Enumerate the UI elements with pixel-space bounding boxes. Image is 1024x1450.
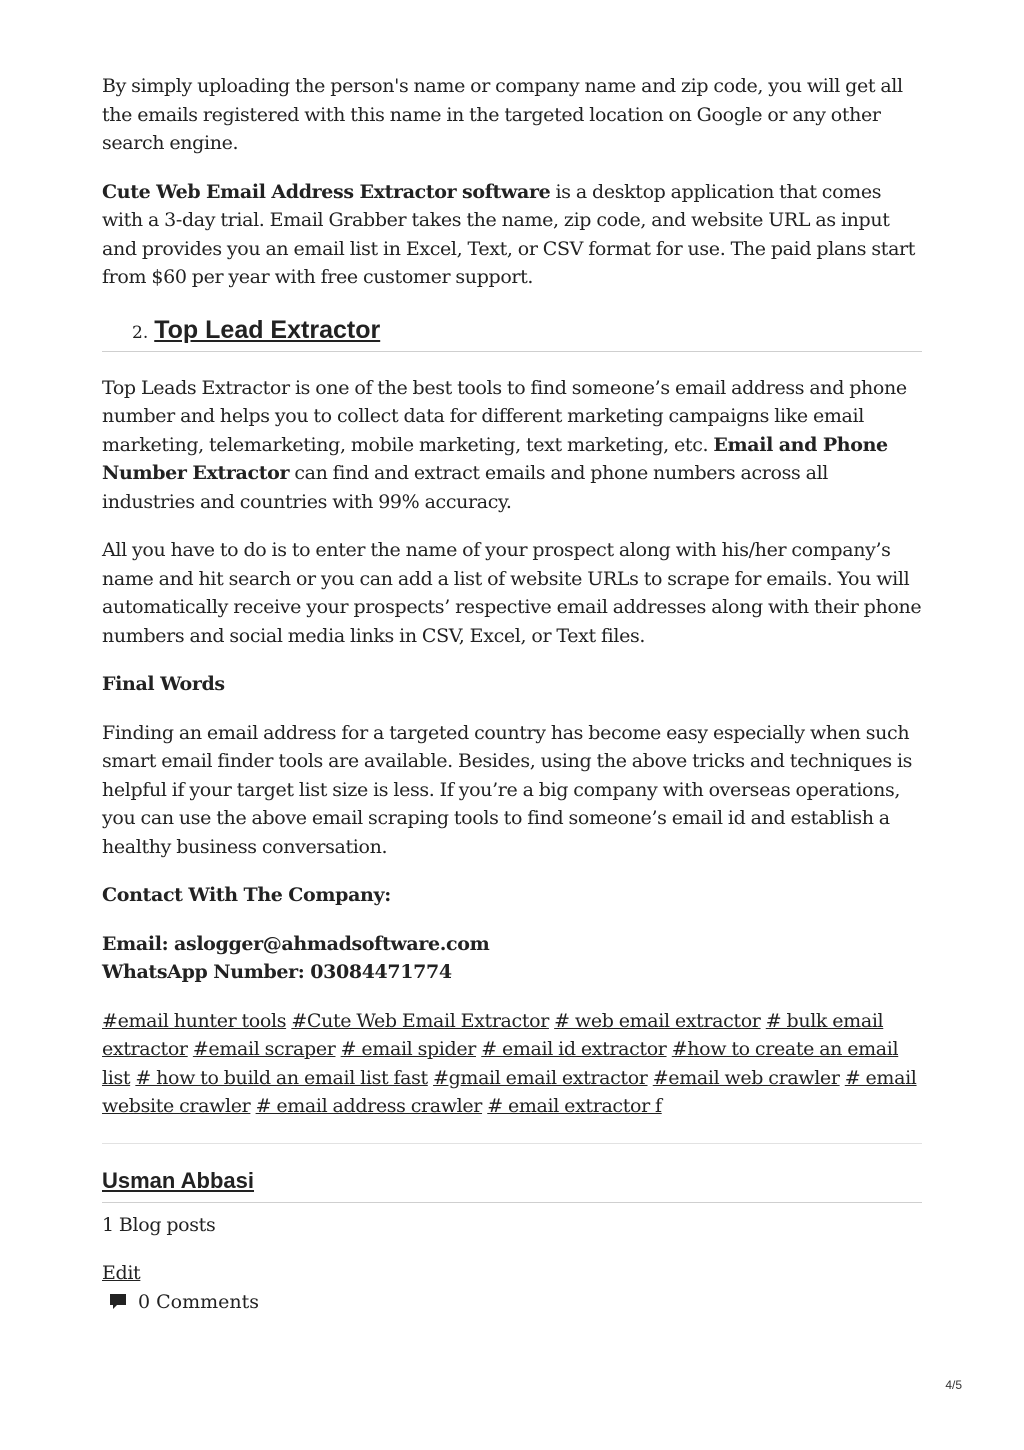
- tag-link[interactable]: # email id extractor: [481, 1038, 667, 1060]
- section-heading-row: [102, 316, 922, 352]
- comments-link[interactable]: [108, 1288, 922, 1316]
- speech-bubble-icon: [108, 1292, 128, 1312]
- article-page: [102, 72, 922, 1316]
- section-paragraph-1-text-b: can find and extract emails and phone numbers across all industries and countries with 99% accuracy.: [102, 462, 829, 513]
- tag-link[interactable]: # bulk email extractor: [102, 1009, 884, 1060]
- section-paragraph-2: All you have to do is to enter the name of your prospect along with his/her company’s name and hit search or you can add a list of website URLs to scrape for emails. You will automatically receive your prospects’ respective email addresses along with their phone numbers and social media links in CSV, Excel, or Text files.: [102, 539, 922, 647]
- section-bold-phrase: Email and Phone Number Extractor: [102, 433, 888, 484]
- comments-count: 0 Comments: [138, 1290, 260, 1313]
- section-number: 2.: [132, 322, 149, 343]
- tag-link[interactable]: # email extractor f: [487, 1095, 662, 1117]
- tag-link[interactable]: #Cute Web Email Extractor: [291, 1009, 549, 1032]
- author-post-count: 1 Blog posts: [102, 1213, 216, 1236]
- product-name-bold: Cute Web Email Address Extractor software: [102, 180, 551, 203]
- intro-paragraph-2: [102, 178, 922, 292]
- edit-link[interactable]: Edit: [102, 1262, 141, 1284]
- tag-link[interactable]: #email scraper: [192, 1038, 336, 1060]
- tag-link[interactable]: # email spider: [340, 1038, 476, 1060]
- section-title-link[interactable]: Top Lead Extractor: [154, 315, 381, 344]
- contact-whatsapp: WhatsApp Number: 03084471774: [102, 961, 452, 983]
- final-words-paragraph: Finding an email address for a targeted country has become easy especially when such smart email finder tools are available. Besides, using the above tricks and techniques is helpful if your target list size is less. If you’re a big company with overseas operations, you can use the above email scraping tools to find someone’s email id and establish a healthy business conversation.: [102, 721, 913, 858]
- contact-heading-text: Contact With The Company:: [102, 884, 391, 906]
- final-words-heading-text: Final Words: [102, 673, 225, 695]
- tag-link[interactable]: # web email extractor: [554, 1009, 761, 1032]
- tag-link[interactable]: #email web crawler: [652, 1066, 840, 1089]
- edit-row: [102, 1259, 922, 1288]
- contact-details: [102, 930, 922, 987]
- section-paragraph-1: [102, 374, 922, 517]
- tag-link[interactable]: # email website crawler: [102, 1066, 917, 1117]
- section-paragraph-1-text-a: Top Leads Extractor is one of the best tools to find someone’s email address and phone number and helps you to collect data for different marketing campaigns like email marketing, telemarketing, mobile marketing, text marketing, etc.: [102, 376, 907, 456]
- tag-link[interactable]: #how to create an email list: [102, 1038, 899, 1089]
- tag-list: [102, 1007, 922, 1121]
- intro-paragraph-2-text: is a desktop application that comes with a 3-day trial. Email Grabber takes the name, zip code, and website URL as input and provides you an email list in Excel, Text, or CSV format for use. The paid plans start from $60 per year with free customer support.: [102, 180, 916, 288]
- tag-link[interactable]: # how to build an email list fast: [135, 1066, 428, 1089]
- page-number: 4/5: [945, 1378, 962, 1392]
- tag-link[interactable]: #gmail email extractor: [433, 1066, 648, 1089]
- final-words-heading: [102, 670, 922, 699]
- tag-link[interactable]: #email hunter tools: [102, 1009, 287, 1032]
- contact-heading: [102, 881, 922, 910]
- author-name-link[interactable]: Usman Abbasi: [102, 1167, 255, 1193]
- tag-link[interactable]: # email address crawler: [255, 1095, 483, 1117]
- contact-email: Email: aslogger@ahmadsoftware.com: [102, 932, 490, 955]
- intro-paragraph-1: By simply uploading the person's name or company name and zip code, you will get all the emails registered with this name in the targeted location on Google or any other search engine.: [102, 75, 903, 154]
- author-divider: [102, 1143, 922, 1144]
- author-header: [102, 1168, 922, 1203]
